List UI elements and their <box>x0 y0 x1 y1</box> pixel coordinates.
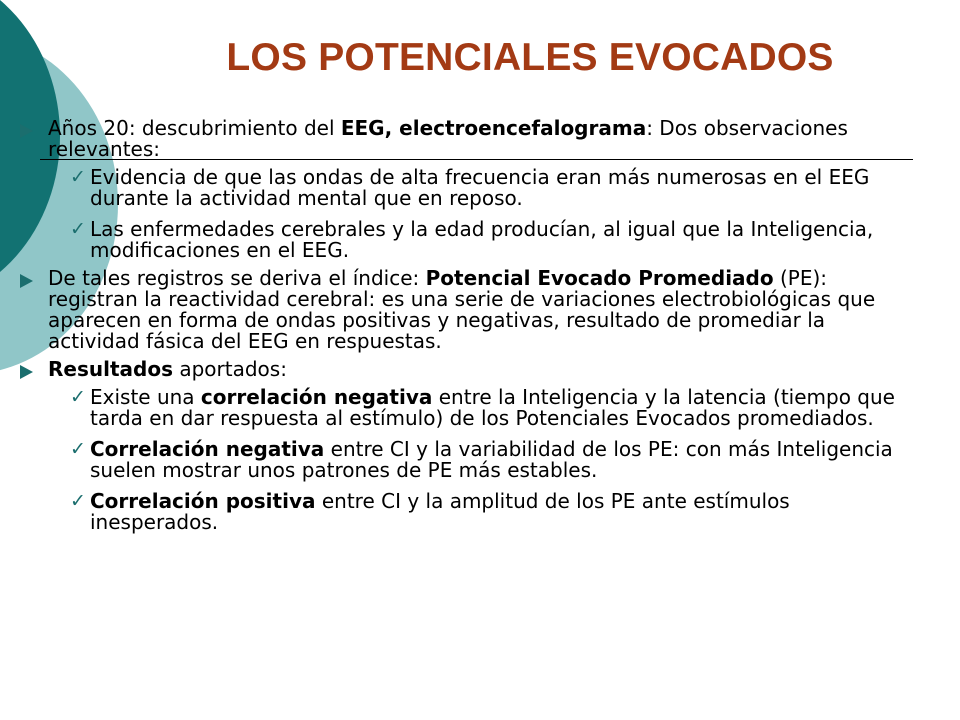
subbullet-text: Existe una correlación negativa entre la Inteligencia y la latencia (tiempo que tarda en dar respuesta al estímulo) de los Potenciales Evocados promediados. <box>90 385 895 430</box>
check-bullet-icon: ✓ <box>70 218 86 240</box>
subbullet-text: Evidencia de que las ondas de alta frecuencia eran más numerosas en el EEG durante la actividad mental que en reposo. <box>90 165 870 210</box>
bullet-eeg-discovery <box>20 118 900 160</box>
subbullet-high-frequency <box>20 167 900 209</box>
check-bullet-icon: ✓ <box>70 166 86 188</box>
subbullet-latency <box>20 387 900 429</box>
check-bullet-icon: ✓ <box>70 438 86 460</box>
subbullet-variability <box>20 439 900 481</box>
subbullet-text: Las enfermedades cerebrales y la edad producían, al igual que la Inteligencia, modificaciones en el EEG. <box>90 217 874 262</box>
subbullet-amplitude <box>20 491 900 533</box>
bullet-results <box>20 359 900 380</box>
slide-title: LOS POTENCIALES EVOCADOS <box>226 36 834 79</box>
check-bullet-icon: ✓ <box>70 386 86 408</box>
bullet-text: Años 20: descubrimiento del EEG, electroencefalograma: Dos observaciones relevantes: <box>48 116 848 161</box>
bullet-text: Resultados aportados: <box>48 357 287 381</box>
subbullet-text: Correlación positiva entre CI y la amplitud de los PE ante estímulos inesperados. <box>90 489 790 534</box>
slide-body <box>20 118 900 533</box>
bullet-evoked-potential <box>20 268 900 352</box>
check-bullet-icon: ✓ <box>70 490 86 512</box>
subbullet-text: Correlación negativa entre CI y la variabilidad de los PE: con más Inteligencia suelen mostrar unos patrones de PE más estables. <box>90 437 893 482</box>
bullet-text: De tales registros se deriva el índice: Potencial Evocado Promediado (PE): registran la reactividad cerebral: es una serie de variaciones electrobiológicas que aparecen en forma de ondas positivas y negativas, resultado de promediar la actividad fásica del EEG en respuestas. <box>48 266 876 353</box>
arrow-bullet-icon <box>20 119 33 140</box>
arrow-bullet-icon <box>20 360 33 381</box>
arrow-bullet-icon <box>20 269 33 290</box>
subbullet-diseases-age <box>20 219 900 261</box>
